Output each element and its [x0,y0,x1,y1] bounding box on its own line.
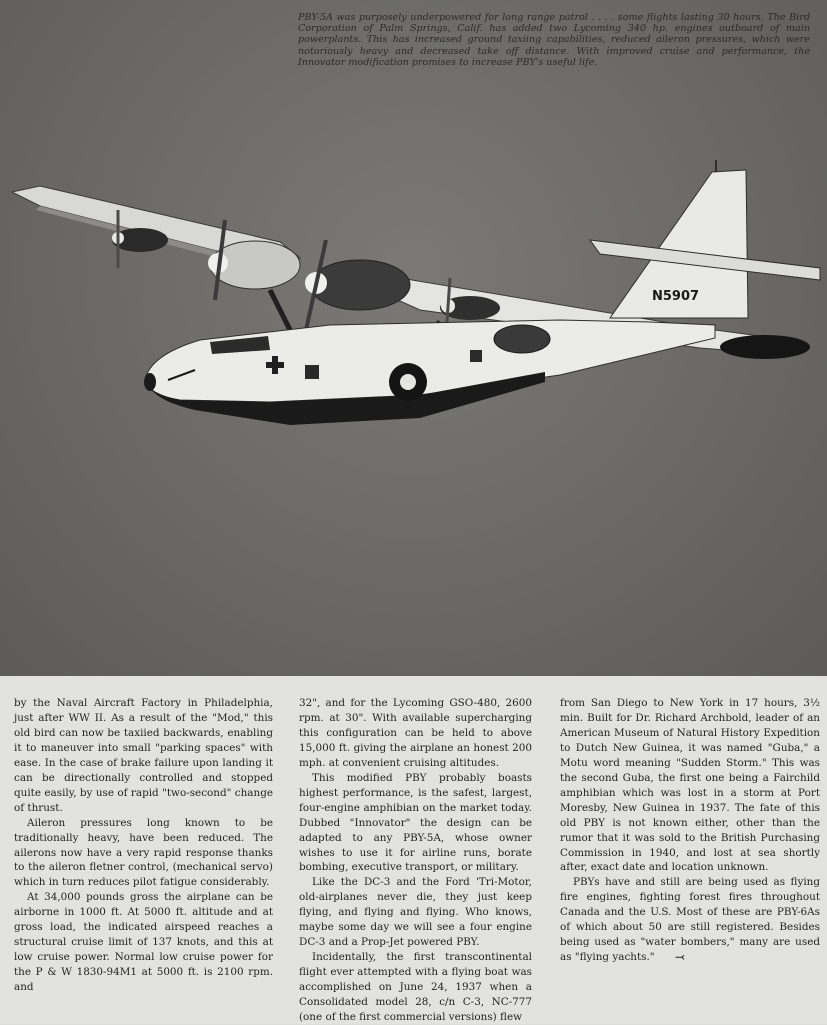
cabin-window [305,365,319,379]
wheel-hub [400,374,416,390]
end-of-article-mark: ⤙ [675,950,685,964]
paragraph: Incidentally, the first transcontinental flight ever attempted with a flying boat was accomplished on June 24, 1937 when a Consolidated model 28, c/n C-3, NC-777 (one of the first commercial versions) flew [299,951,532,1024]
article-body [0,676,827,1024]
nose-turret [144,373,156,391]
observation-blister [494,325,550,353]
hull [145,320,715,402]
paragraph: Aileron pressures long known to be traditionally heavy, have been reduced. The ailerons now have a very rapid response thanks to the aileron fletner control, (mechanical servo) which in turn reduces pilot fatigue considerably. [14,816,273,889]
photo-caption: PBY-5A was purposely underpowered for long range patrol . . . . some flights lasting 30 hours. The Bird Corporation of Palm Springs, Calif. has added two Lycoming 340 hp. engines outboard of main powerplants. This has increased ground taxiing capabilities, reduced aileron pressures, which were notoriously heavy and decreased take off distance. With improved cruise and performance, the Innovator modification promises to increase PBY's useful life. [298,12,810,68]
pby-innovator-aircraft [0,150,827,450]
wing-strut-left [270,290,290,330]
cabin-window [470,350,482,362]
paragraph: by the Naval Aircraft Factory in Philadelphia, just after WW II. As a result of the "Mod," this old bird can now be taxiied backwards, enabling it to maneuver into small "parking spaces" with ease. In the case of brake failure upon landing it can be directionally controlled and stopped quite easily, by use of rapid "two-second" change of thrust. [14,697,273,814]
paragraph: This modified PBY probably boasts highest performance, is the safest, largest, four-engine amphibian on the market today. Dubbed "Innovator" the design can be adapted to any PBY-5A, whose owner wishes to use it for airline runs, borate bombing, executive transport, or military. [299,771,532,874]
tail-registration: N5907 [652,289,700,304]
paragraph: 32", and for the Lycoming GSO-480, 2600 rpm. at 30". With available supercharging this configuration can be held to above 15,000 ft. giving the airplane an honest 200 mph. at convenient cruising altitudes. [299,697,532,769]
paragraph: At 34,000 pounds gross the airplane can be airborne in 1000 ft. At 5000 ft. altitude and at gross load, the indicated airspeed reaches a structural cruise limit of 137 knots, and this at low cruise power. Normal low cruise power for the P & W 1830-94M1 at 5000 ft. is 2100 rpm. and [14,891,273,994]
right-wingtip [720,335,810,359]
paragraph: Like the DC-3 and the Ford 'Tri-Motor, old-airplanes never die, they just keep flying, and flying and flying. Who knows, maybe some day we will see a four engine DC-3 and a Prop-Jet powered PBY. [299,876,532,949]
paragraph: from San Diego to New York in 17 hours, 3½ min. Built for Dr. Richard Archbold, leader of an American Museum of Natural History Expedition to Dutch New Guinea, it was named "Guba," a Motu word meaning "Sudden Storm." This was the second Guba, the first one being a Fairchild amphibian which was lost in a storm at Port Moresby, New Guinea in 1937. The fate of this old PBY is not known either, other than the rumor that it was sold to the British Purchasing Commission in 1940, and lost at sea shortly after, exact date and location unknown. [560,697,820,874]
article-column-2 [299,696,532,1025]
article-column-1 [14,696,273,995]
paragraph [560,875,820,965]
paragraph-text: PBYs have and still are being used as flying fire engines, fighting forest fires throughout Canada and the U.S. Most of these are PBY-6As of which about 50 are still registered. Besides being used as "water bombers," many are used as "flying yachts." [560,876,820,964]
article-column-3 [560,696,820,965]
